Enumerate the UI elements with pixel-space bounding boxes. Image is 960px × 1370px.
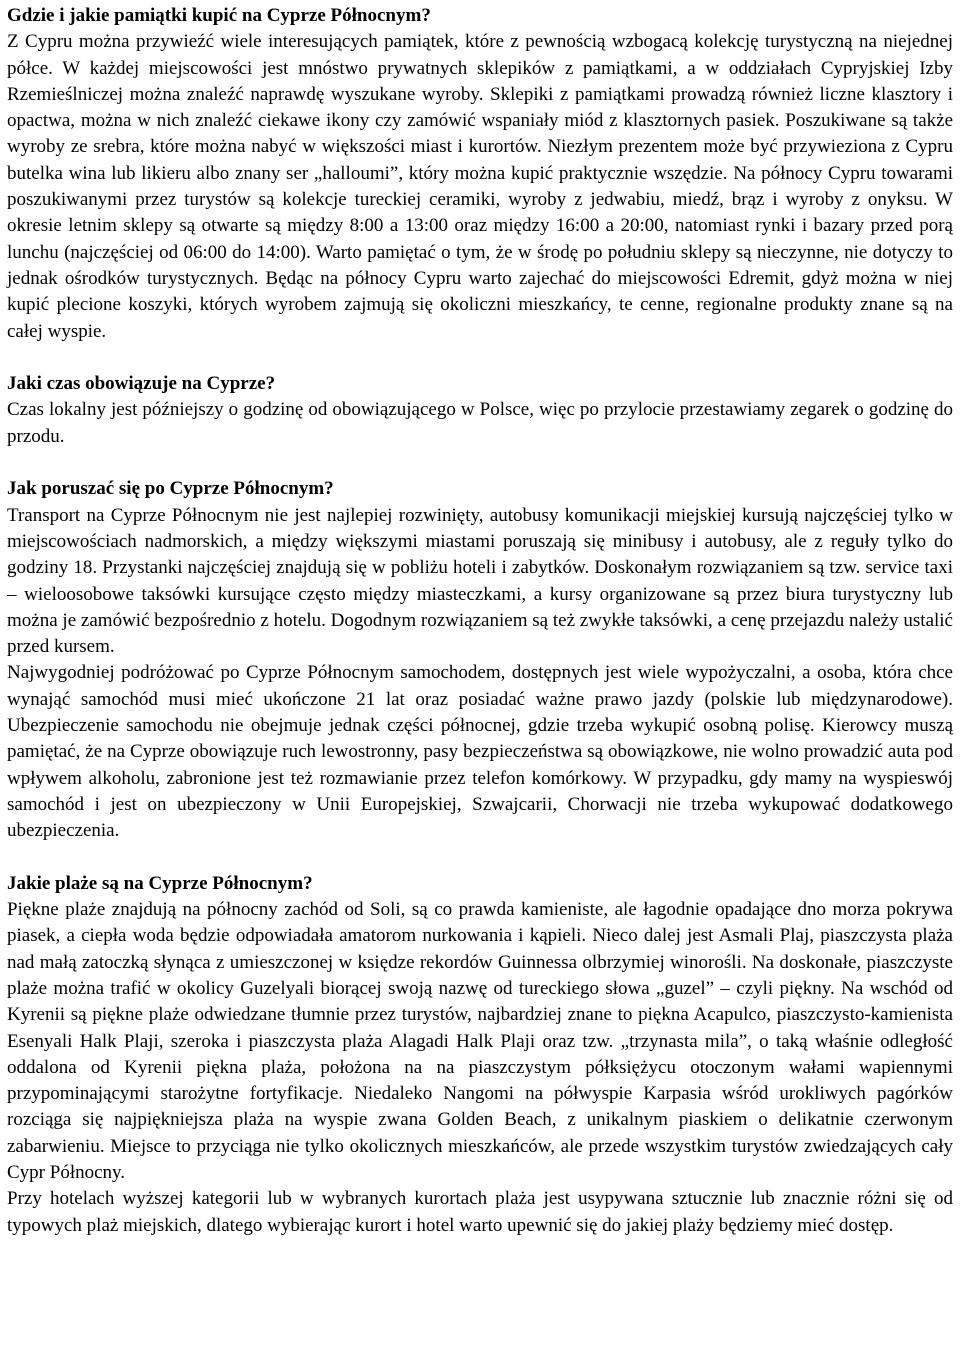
- paragraph: Z Cypru można przywieźć wiele interesujących pamiątek, które z pewnością wzbogacą kolekcję turystyczną na niejednej półce. W każdej miejscowości jest mnóstwo prywatnych sklepików z pamiątkami, a w oddziałach Cypryjskiej Izby Rzemieślniczej można znaleźć naprawdę wyszukane wyroby. Sklepiki z pamiątkami prowadzą również liczne klasztory i opactwa, można w nich znaleźć ciekawe ikony czy zamówić wspaniały miód z klasztornych pasiek. Poszukiwane są także wyroby ze srebra, które można nabyć w większości miast i kurortów. Niezłym prezentem może być przywieziona z Cypru butelka wina lub likieru albo znany ser „halloumi”, który można kupić praktycznie wszędzie. Na północy Cypru towarami poszukiwanymi przez turystów są kolekcje tureckiej ceramiki, wyroby z jedwabiu, miedź, brąz i wyroby z onyksu. W okresie letnim sklepy są otwarte są między 8:00 a 13:00 oraz między 16:00 a 20:00, natomiast rynki i bazary przed porą lunchu (najczęściej od 06:00 do 14:00). Warto pamiętać o tym, że w środę po południu sklepy są nieczynne, nie dotyczy to jednak ośrodków turystycznych. Będąc na północy Cypru warto zajechać do miejscowości Edremit, gdyż można w niej kupić plecione koszyki, których wyrobem zajmują się okoliczni mieszkańcy, te cenne, regionalne produkty znane są na całej wyspie.: [7, 31, 953, 342]
- paragraph: Czas lokalny jest późniejszy o godzinę od obowiązującego w Polsce, więc po przylocie przestawiamy zegarek o godzinę do przodu.: [7, 399, 953, 447]
- section-time: [7, 371, 953, 450]
- section-souvenirs: [7, 3, 953, 345]
- section-heading: Jak poruszać się po Cyprze Północnym?: [7, 478, 334, 500]
- spacer: [7, 450, 953, 476]
- section-transport: [7, 476, 953, 844]
- spacer: [7, 345, 953, 371]
- paragraph: Transport na Cyprze Północnym nie jest najlepiej rozwinięty, autobusy komunikacji miejskiej kursują najczęściej tylko w miejscowościach nadmorskich, a między większymi miastami poruszają się minibusy i autobusy, ale z reguły tylko do godziny 18. Przystanki najczęściej znajdują się w pobliżu hoteli i zabytków. Doskonałym rozwiązaniem są tzw. service taxi – wieloosobowe taksówki kursujące często między miasteczkami, a kursy organizowane są przez biura turystyczny lub można je zamówić bezpośrednio z hotelu. Dogodnym rozwiązaniem są też zwykłe taksówki, a cenę przejazdu należy ustalić przed kursem.: [7, 504, 953, 658]
- section-heading: Jaki czas obowiązuje na Cyprze?: [7, 373, 276, 395]
- section-heading: Jakie plaże są na Cyprze Północnym?: [7, 872, 313, 894]
- spacer: [7, 845, 953, 871]
- section-heading: Gdzie i jakie pamiątki kupić na Cyprze Północnym?: [7, 5, 431, 26]
- paragraph: Piękne plaże znajdują na północny zachód od Soli, są co prawda kamieniste, ale łagodnie opadające dno morza pokrywa piasek, a ciepła woda będzie odpowiadała amatorom nurkowania i kąpieli. Nieco dalej jest Asmali Plaj, piaszczysta plaża nad małą zatoczką słynąca z umieszczonej w księdze rekordów Guinnessa olbrzymiej winorośli. Na doskonałe, piaszczyste plaże można trafić w okolicy Guzelyali biorącej swoją nazwę od tureckiego słowa „guzel” – czyli piękny. Na wschód od Kyrenii są piękne plaże odwiedzane tłumnie przez turystów, najbardziej znane to piękna Acapulco, piaszczysto-kamienista Esenyali Halk Plaji, szeroka i piaszczysta plaża Alagadi Halk Plaji oraz tzw. „trzynasta mila”, o taką właśnie odległość oddalona od Kyrenii piękna plaża, położona na na piaszczystym półksiężycu otoczonym wałami wapiennymi przypominającymi starożytne fortyfikacje. Niedaleko Nangomi na półwyspie Karpasia wśród urokliwych pagórków rozciąga się najpiękniejsza plaża na wyspie zwana Golden Beach, z unikalnym piaskiem o delikatnie czerwonym zabarwieniu. Miejsce to przyciąga nie tylko okolicznych mieszkańców, ale przede wszystkim turystów zwiedzających cały Cypr Północny.: [7, 899, 953, 1184]
- section-beaches: [7, 871, 953, 1239]
- paragraph: Przy hotelach wyższej kategorii lub w wybranych kurortach plaża jest usypywana sztucznie lub znacznie różni się od typowych plaż miejskich, dlatego wybierając kurort i hotel warto upewnić się do jakiej plaży będziemy mieć dostęp.: [7, 1188, 953, 1236]
- paragraph: Najwygodniej podróżować po Cyprze Północnym samochodem, dostępnych jest wiele wypożyczalni, a osoba, która chce wynająć samochód musi mieć ukończone 21 lat oraz posiadać ważne prawo jazdy (polskie lub międzynarodowe). Ubezpieczenie samochodu nie obejmuje jednak części północnej, gdzie trzeba wykupić osobną polisę. Kierowcy muszą pamiętać, że na Cyprze obowiązuje ruch lewostronny, pasy bezpieczeństwa są obowiązkowe, nie wolno prowadzić auta pod wpływem alkoholu, zabronione jest też rozmawianie przez telefon komórkowy. W przypadku, gdy mamy na wyspieswój samochód i jest on ubezpieczony w Unii Europejskiej, Szwajcarii, Chorwacji nie trzeba wykupować dodatkowego ubezpieczenia.: [7, 662, 953, 842]
